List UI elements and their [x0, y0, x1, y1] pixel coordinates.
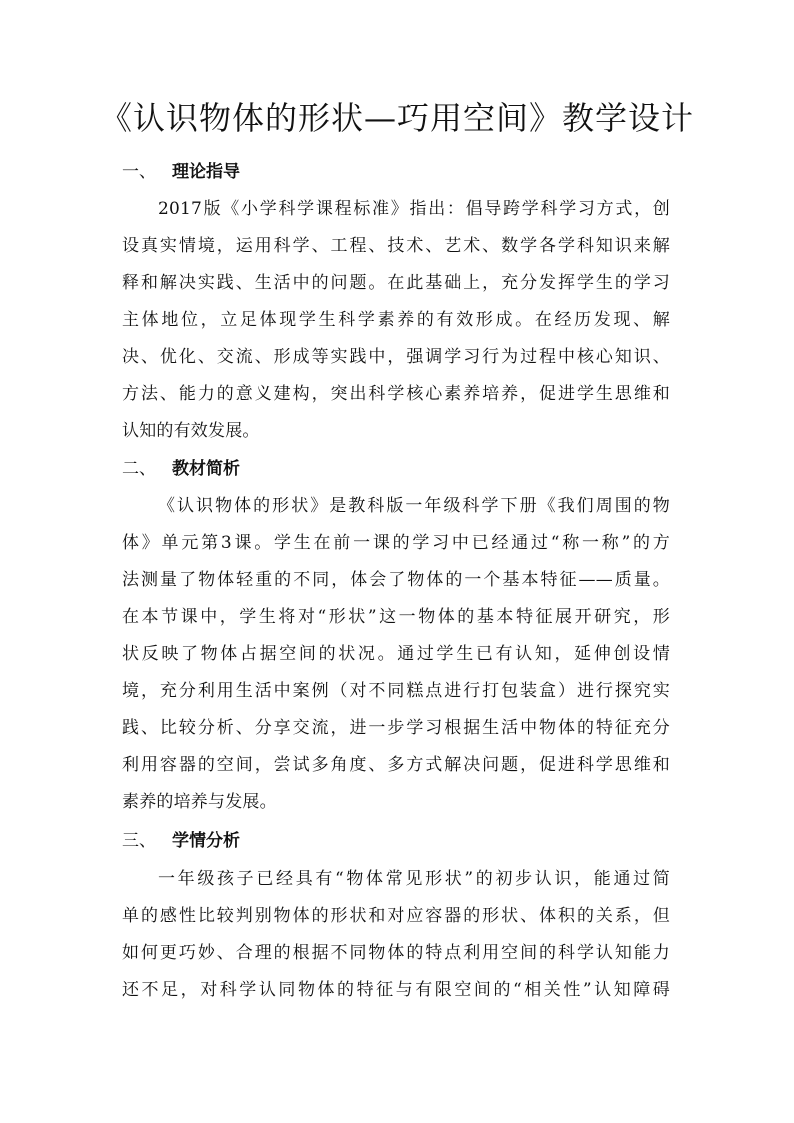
paragraph-line: 单的感性比较判别物体的形状和对应容器的形状、体积的关系，但	[122, 906, 670, 926]
section-title: 理论指导	[172, 162, 240, 182]
paragraph-line: 在本节课中，学生将对“形状”这一物体的基本特征展开研究，形	[122, 607, 670, 627]
paragraph-line: 如何更巧妙、合理的根据不同物体的特点利用空间的科学认知能力	[122, 943, 670, 963]
paragraph-line: 境，充分利用生活中案例（对不同糕点进行打包装盒）进行探究实	[122, 681, 670, 701]
section-heading-2	[122, 457, 240, 481]
section-number: 一、	[122, 162, 156, 182]
paragraph-line: 释和解决实践、生活中的问题。在此基础上，充分发挥学生的学习	[122, 273, 670, 293]
section-paragraph-1	[122, 191, 670, 450]
paragraph-line: 素养的培养与发展。	[122, 792, 277, 812]
paragraph-line: 《认识物体的形状》是教科版一年级科学下册《我们周围的物	[158, 496, 670, 516]
section-title: 教材简析	[172, 459, 240, 479]
paragraph-line: 利用容器的空间，尝试多角度、多方式解决问题，促进科学思维和	[122, 755, 670, 775]
paragraph-line: 主体地位，立足体现学生科学素养的有效形成。在经历发现、解	[122, 310, 670, 330]
paragraph-line: 设真实情境，运用科学、工程、技术、艺术、数学各学科知识来解	[122, 236, 670, 256]
paragraph-line: 认知的有效发展。	[122, 421, 260, 441]
section-title: 学情分析	[172, 831, 240, 851]
paragraph-line: 法测量了物体轻重的不同，体会了物体的一个基本特征——质量。	[122, 570, 670, 590]
paragraph-line: 践、比较分析、分享交流，进一步学习根据生活中物体的特征充分	[122, 718, 670, 738]
section-heading-3	[122, 829, 240, 853]
paragraph-line: 方法、能力的意义建构，突出科学核心素养培养，促进学生思维和	[122, 384, 670, 404]
paragraph-line: 一年级孩子已经具有“物体常见形状”的初步认识，能通过简	[158, 869, 670, 889]
document-title: 《认识物体的形状—巧用空间》教学设计	[99, 99, 694, 137]
paragraph-line: 体》单元第3课。学生在前一课的学习中已经通过“称一称”的方	[122, 533, 670, 553]
section-heading-1	[122, 160, 240, 184]
section-paragraph-3	[122, 861, 670, 1009]
section-number: 三、	[122, 831, 156, 851]
paragraph-line: 还不足，对科学认同物体的特征与有限空间的“相关性”认知障碍	[122, 980, 670, 1000]
section-paragraph-2	[122, 488, 670, 821]
paragraph-line: 状反映了物体占据空间的状况。通过学生已有认知，延伸创设情	[122, 644, 670, 664]
paragraph-line: 决、优化、交流、形成等实践中，强调学习行为过程中核心知识、	[122, 347, 670, 367]
section-number: 二、	[122, 459, 156, 479]
paragraph-line: 2017版《小学科学课程标准》指出：倡导跨学科学习方式，创	[158, 199, 670, 219]
